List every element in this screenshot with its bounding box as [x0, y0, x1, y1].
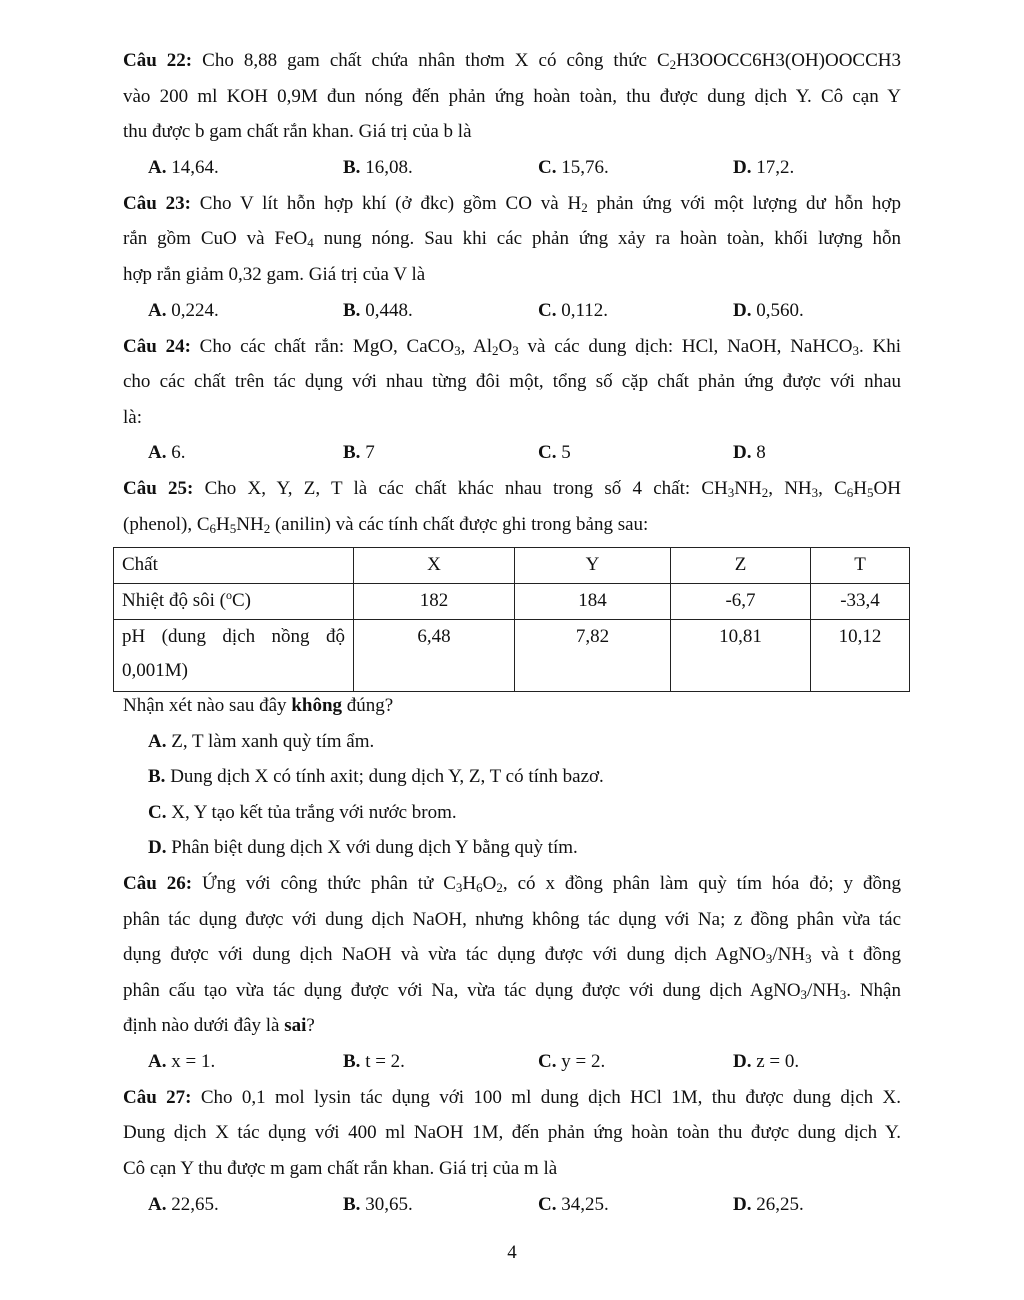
q27-line-3: Cô cạn Y thu được m gam chất rắn khan. Giá trị của m là — [123, 1158, 558, 1179]
q25-option-d[interactable]: D. Phân biệt dung dịch X với dung dịch Y bằng quỳ tím. — [148, 837, 578, 858]
q23-option-d[interactable]: D. 0,560. — [733, 300, 804, 321]
q22-line-2: vào 200 ml KOH 0,9M đun nóng đến phản ứng hoàn toàn, thu được dung dịch Y. Cô cạn Y — [123, 86, 901, 107]
q22-line-3: thu được b gam chất rắn khan. Giá trị của b là — [123, 121, 472, 142]
q24-line-2: cho các chất trên tác dụng với nhau từng đôi một, tổng số cặp chất phản ứng được với nhau — [123, 371, 901, 392]
q22-option-a[interactable]: A. 14,64. — [148, 157, 219, 178]
table-cell: -6,7 — [671, 584, 811, 620]
table-header-cell: Y — [515, 548, 671, 584]
table-header-cell: T — [811, 548, 910, 584]
q24-option-b[interactable]: B. 7 — [343, 442, 375, 463]
q25-option-a[interactable]: A. Z, T làm xanh quỳ tím ẩm. — [148, 731, 375, 752]
q27-option-d[interactable]: D. 26,25. — [733, 1194, 804, 1215]
table-cell: -33,4 — [811, 584, 910, 620]
q23-line-3: hợp rắn giảm 0,32 gam. Giá trị của V là — [123, 264, 426, 285]
q25-label: Câu 25: — [123, 478, 194, 499]
q26-line-1: Câu 26: Ứng với công thức phân tử $C_3H_6O_2$, có x đồng phân làm quỳ tím hóa đỏ; y đồng — [123, 873, 901, 895]
q26-line-3: dụng được với dung dịch NaOH và vừa tác dụng được với dung dịch $AgNO_3/NH_3$ và t đồng — [123, 944, 902, 966]
q26-option-a[interactable]: A. x = 1. — [148, 1051, 216, 1072]
q23-label: Câu 23: — [123, 193, 191, 214]
q25-option-c[interactable]: C. X, Y tạo kết tủa trắng với nước brom. — [148, 802, 457, 823]
q26-line-4: phân cấu tạo vừa tác dụng được với Na, vừa tác dụng được với dung dịch $AgNO_3/NH_3$. Nhận — [123, 980, 901, 1002]
q23-line-2: rắn gồm CuO và FeO$_4$ nung nóng. Sau khi các phản ứng xảy ra hoàn toàn, khối lượng hỗn — [123, 228, 901, 250]
properties-table — [113, 547, 910, 692]
q26-option-b[interactable]: B. t = 2. — [343, 1051, 405, 1072]
q24-line-1: Câu 24: Cho các chất rắn: MgO, CaCO$_3$, $Al_2O_3$ và các dung dịch: HCl, NaOH, NaHCO$_3$. Khi — [123, 336, 901, 358]
table-cell: 182 — [354, 584, 515, 620]
page-number: 4 — [507, 1242, 517, 1263]
q25-stem: Nhận xét nào sau đây không đúng? — [123, 695, 394, 716]
q23-option-b[interactable]: B. 0,448. — [343, 300, 413, 321]
q22-option-d[interactable]: D. 17,2. — [733, 157, 795, 178]
q23-option-c[interactable]: C. 0,112. — [538, 300, 609, 321]
q27-option-b[interactable]: B. 30,65. — [343, 1194, 413, 1215]
q22-option-b[interactable]: B. 16,08. — [343, 157, 413, 178]
q27-line-1: Câu 27: Cho 0,1 mol lysin tác dụng với 100 ml dung dịch HCl 1M, thu được dung dịch X. — [123, 1087, 901, 1108]
table-cell: 10,81 — [671, 620, 811, 692]
table-header-cell: Chất — [114, 548, 354, 584]
q26-line-2: phân tác dụng được với dung dịch NaOH, nhưng không tác dụng với Na; z đồng phân vừa tác — [123, 909, 901, 930]
q25-option-b[interactable]: B. Dung dịch X có tính axit; dung dịch Y, Z, T có tính bazơ. — [148, 766, 604, 787]
q23-option-a[interactable]: A. 0,224. — [148, 300, 219, 321]
q24-option-d[interactable]: D. 8 — [733, 442, 766, 463]
table-row — [114, 584, 910, 620]
q26-line-5: định nào dưới đây là sai? — [123, 1015, 315, 1036]
table-header-cell: X — [354, 548, 515, 584]
table-cell: 7,82 — [515, 620, 671, 692]
table-cell: 6,48 — [354, 620, 515, 692]
q24-option-a[interactable]: A. 6. — [148, 442, 186, 463]
q22-option-c[interactable]: C. 15,76. — [538, 157, 609, 178]
q26-label: Câu 26: — [123, 873, 193, 894]
q27-line-2: Dung dịch X tác dụng với 400 ml NaOH 1M, đến phản ứng hoàn toàn thu được dung dịch Y. — [123, 1122, 901, 1143]
q23-line-1: Câu 23: Cho V lít hỗn hợp khí (ở đkc) gồm CO và $H_2$ phản ứng với một lượng dư hỗn hợp — [123, 193, 901, 215]
q22-label: Câu 22: — [123, 50, 193, 71]
q22-line-1: Câu 22: Cho 8,88 gam chất chứa nhân thơm X có công thức $C_2H3OOCC6H3(OH)OOCCH3$ — [123, 50, 901, 72]
q25-line-2: (phenol), $C_6H_5NH_2$ (anilin) và các tính chất được ghi trong bảng sau: — [123, 514, 649, 536]
q26-option-c[interactable]: C. y = 2. — [538, 1051, 606, 1072]
table-row-label: pH (dung dịch nồng độ 0,001M) — [114, 620, 354, 692]
q27-option-c[interactable]: C. 34,25. — [538, 1194, 609, 1215]
table-header-cell: Z — [671, 548, 811, 584]
table-cell: 10,12 — [811, 620, 910, 692]
table-row-label: Nhiệt độ sôi ($^o$C) — [114, 584, 354, 620]
table-header-row — [114, 548, 910, 584]
q24-label: Câu 24: — [123, 336, 191, 357]
q25-line-1: Câu 25: Cho X, Y, Z, T là các chất khác nhau trong số 4 chất: $CH_3NH_2$, $NH_3$, $C_6H_5OH$ — [123, 478, 901, 500]
table-row — [114, 620, 910, 692]
q27-label: Câu 27: — [123, 1087, 192, 1108]
table-cell: 184 — [515, 584, 671, 620]
q26-option-d[interactable]: D. z = 0. — [733, 1051, 800, 1072]
q22-formula: H3OOCC6H3(OH)OOCCH3 — [676, 50, 901, 71]
q24-line-3: là: — [123, 407, 142, 428]
q24-option-c[interactable]: C. 5 — [538, 442, 571, 463]
q27-option-a[interactable]: A. 22,65. — [148, 1194, 219, 1215]
